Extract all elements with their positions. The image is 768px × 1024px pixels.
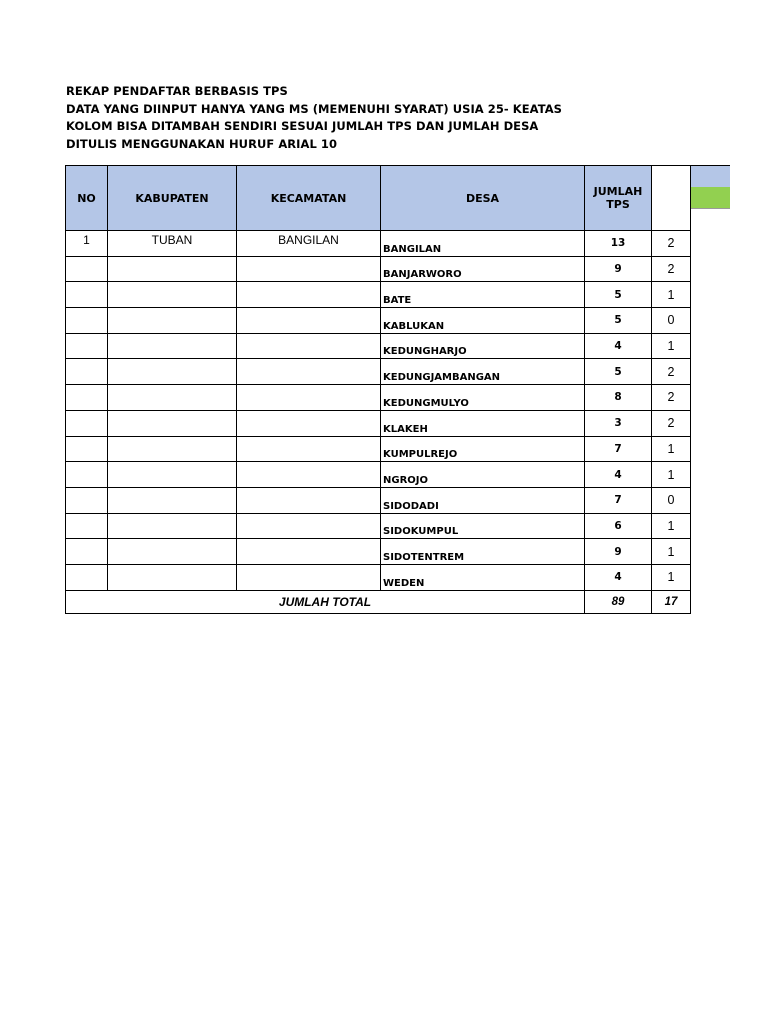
row-desa: KEDUNGMULYO	[381, 385, 585, 411]
row-kecamatan	[237, 462, 381, 488]
row-no	[66, 282, 108, 308]
row-l-value: 2	[652, 385, 691, 411]
row-kabupaten	[108, 487, 237, 513]
row-jumlah-tps: 5	[585, 359, 652, 385]
row-jumlah-tps: 9	[585, 256, 652, 282]
header-no: NO	[66, 166, 108, 231]
row-no	[66, 513, 108, 539]
row-jumlah-tps: 9	[585, 539, 652, 565]
row-desa: SIDOTENTREM	[381, 539, 585, 565]
row-no	[66, 333, 108, 359]
row-kecamatan	[237, 513, 381, 539]
row-no	[66, 436, 108, 462]
row-kabupaten	[108, 385, 237, 411]
table-row	[66, 513, 691, 539]
note-line: KOLOM BISA DITAMBAH SENDIRI SESUAI JUMLAH TPS DAN JUMLAH DESA	[66, 119, 539, 133]
tps-table	[65, 165, 691, 614]
row-jumlah-tps: 4	[585, 564, 652, 590]
row-jumlah-tps: 3	[585, 410, 652, 436]
row-kabupaten	[108, 333, 237, 359]
row-desa: KEDUNGHARJO	[381, 333, 585, 359]
table-row	[66, 487, 691, 513]
row-kecamatan	[237, 359, 381, 385]
row-kecamatan	[237, 539, 381, 565]
table-row	[66, 333, 691, 359]
table-row	[66, 564, 691, 590]
row-jumlah-tps: 4	[585, 462, 652, 488]
row-l-value: 1	[652, 513, 691, 539]
row-kabupaten	[108, 564, 237, 590]
row-desa: NGROJO	[381, 462, 585, 488]
row-desa: KEDUNGJAMBANGAN	[381, 359, 585, 385]
row-l-value: 1	[652, 333, 691, 359]
total-label: JUMLAH TOTAL	[66, 590, 585, 613]
row-jumlah-tps: 7	[585, 436, 652, 462]
row-desa: SIDODADI	[381, 487, 585, 513]
row-no	[66, 487, 108, 513]
table-row	[66, 385, 691, 411]
notes-block	[66, 83, 562, 153]
row-desa: KUMPULREJO	[381, 436, 585, 462]
row-l-value: 2	[652, 359, 691, 385]
header-jumlah-tps-line2: TPS	[606, 198, 630, 211]
row-no: 1	[66, 231, 108, 257]
row-l-value: 1	[652, 282, 691, 308]
row-l-value: 1	[652, 539, 691, 565]
row-kabupaten	[108, 436, 237, 462]
row-jumlah-tps: 6	[585, 513, 652, 539]
row-kabupaten	[108, 359, 237, 385]
row-l-value: 1	[652, 436, 691, 462]
row-kabupaten	[108, 539, 237, 565]
table-row	[66, 539, 691, 565]
total-l: 17	[652, 590, 691, 613]
table-row	[66, 231, 691, 257]
row-desa: KLAKEH	[381, 410, 585, 436]
row-no	[66, 539, 108, 565]
header-l-column	[652, 166, 691, 231]
row-no	[66, 308, 108, 334]
row-desa: WEDEN	[381, 564, 585, 590]
note-line: DATA YANG DIINPUT HANYA YANG MS (MEMENUHI SYARAT) USIA 25- KEATAS	[66, 101, 562, 116]
row-no	[66, 256, 108, 282]
row-no	[66, 359, 108, 385]
header-kecamatan: KECAMATAN	[237, 166, 381, 231]
row-kecamatan	[237, 385, 381, 411]
row-kecamatan	[237, 410, 381, 436]
row-no	[66, 564, 108, 590]
row-no	[66, 385, 108, 411]
row-no	[66, 462, 108, 488]
table-row	[66, 462, 691, 488]
table-row	[66, 436, 691, 462]
row-jumlah-tps: 7	[585, 487, 652, 513]
row-l-value: 1	[652, 462, 691, 488]
row-kecamatan	[237, 487, 381, 513]
row-l-value: 2	[652, 231, 691, 257]
row-desa: BANJARWORO	[381, 256, 585, 282]
row-jumlah-tps: 5	[585, 308, 652, 334]
row-no	[66, 410, 108, 436]
row-l-value: 0	[652, 487, 691, 513]
row-kabupaten	[108, 282, 237, 308]
row-kabupaten	[108, 256, 237, 282]
row-kabupaten: TUBAN	[108, 231, 237, 257]
row-l-value: 2	[652, 256, 691, 282]
table-row	[66, 308, 691, 334]
row-l-value: 0	[652, 308, 691, 334]
row-l-value: 1	[652, 564, 691, 590]
row-kecamatan	[237, 308, 381, 334]
total-tps: 89	[585, 590, 652, 613]
row-kecamatan	[237, 564, 381, 590]
row-jumlah-tps: 4	[585, 333, 652, 359]
row-desa: KABLUKAN	[381, 308, 585, 334]
row-jumlah-tps: 13	[585, 231, 652, 257]
table-body	[66, 231, 691, 591]
table-row	[66, 359, 691, 385]
row-kecamatan	[237, 256, 381, 282]
row-jumlah-tps: 5	[585, 282, 652, 308]
header-jumlah-tps	[585, 166, 652, 231]
row-l-value: 2	[652, 410, 691, 436]
row-desa: BATE	[381, 282, 585, 308]
header-desa: DESA	[381, 166, 585, 231]
row-kabupaten	[108, 513, 237, 539]
header-jumlah-tps-line1: JUMLAH	[593, 185, 643, 198]
row-kabupaten	[108, 410, 237, 436]
table-row	[66, 410, 691, 436]
row-kecamatan: BANGILAN	[237, 231, 381, 257]
row-desa: SIDOKUMPUL	[381, 513, 585, 539]
row-desa: BANGILAN	[381, 231, 585, 257]
header-kabupaten: KABUPATEN	[108, 166, 237, 231]
note-line: DITULIS MENGGUNAKAN HURUF ARIAL 10	[66, 136, 337, 151]
row-kecamatan	[237, 282, 381, 308]
table-row	[66, 282, 691, 308]
table-row	[66, 256, 691, 282]
row-kecamatan	[237, 436, 381, 462]
row-kabupaten	[108, 308, 237, 334]
row-kabupaten	[108, 462, 237, 488]
row-jumlah-tps: 8	[585, 385, 652, 411]
row-kecamatan	[237, 333, 381, 359]
note-title: REKAP PENDAFTAR BERBASIS TPS	[66, 84, 288, 98]
